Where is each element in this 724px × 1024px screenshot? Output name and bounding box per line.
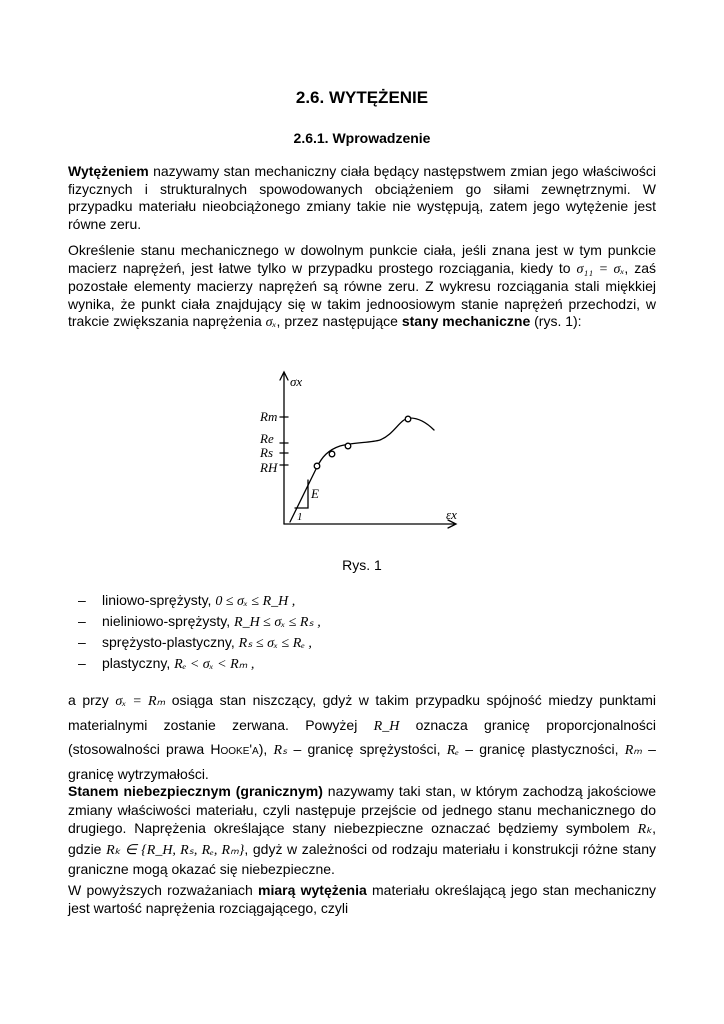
slope-triangle bbox=[295, 480, 308, 508]
paragraph-text: – granicę sprężystości, bbox=[287, 741, 447, 757]
list-dash: – bbox=[78, 655, 86, 671]
paragraph-text: , gdyż w zależności od rodzaju materiału i konstrukcji różne stany graniczne mogą okazać się niebezpieczne. bbox=[68, 840, 656, 877]
list-dash: – bbox=[78, 634, 86, 650]
list-dash: – bbox=[78, 613, 86, 629]
formula-sigma-x: σₓ bbox=[265, 315, 277, 330]
point-re bbox=[345, 443, 351, 449]
list-formula: Rₛ ≤ σₓ ≤ Rₑ , bbox=[238, 636, 312, 651]
subsection-heading: 2.6.1. Wprowadzenie bbox=[293, 130, 431, 146]
paragraph-text: – granicę plastyczności, bbox=[458, 741, 625, 757]
paragraph-text: a przy bbox=[68, 692, 116, 708]
point-rs bbox=[329, 451, 335, 457]
paragraph-text: Określenie stanu mechanicznego w dowolnym punkcie ciała, jeśli znana jest w tym punkcie macierz naprężeń, jest łatwe tylko w przypadku prostego rozciągania, kiedy to bbox=[68, 242, 656, 276]
list-label: plastyczny, bbox=[102, 655, 171, 671]
label-rh: RH bbox=[260, 460, 278, 475]
symbol-re: Rₑ bbox=[446, 743, 459, 758]
paragraph-definition bbox=[68, 163, 656, 233]
stress-strain-figure bbox=[250, 366, 470, 540]
paragraph-text: materiału określającą jego stan mechaniczny jest wartość naprężenia rozciągającego, czyli bbox=[68, 882, 657, 916]
list-item bbox=[78, 590, 321, 611]
list-item bbox=[78, 653, 321, 674]
unit-label: 1 bbox=[297, 511, 303, 523]
term-wytezenie: Wytężeniem bbox=[68, 163, 149, 179]
list-formula: Rₑ < σₓ < Rₘ , bbox=[174, 657, 255, 672]
label-rs: Rs bbox=[260, 445, 273, 460]
list-item bbox=[78, 632, 321, 653]
list-label: liniowo-sprężysty, bbox=[102, 592, 212, 608]
list-label: nieliniowo-sprężysty, bbox=[102, 613, 231, 629]
y-axis-label: σx bbox=[290, 374, 303, 389]
point-rm bbox=[405, 416, 411, 422]
term-stany-mechaniczne: stany mechaniczne bbox=[401, 313, 531, 329]
term-stan-niebezpieczny: Stanem niebezpiecznym (granicznym) bbox=[68, 783, 323, 799]
formula-sigma-rm: σₓ = Rₘ bbox=[115, 694, 166, 709]
symbol-rh: R_H bbox=[373, 718, 400, 734]
symbol-rk: Rₖ bbox=[637, 822, 653, 837]
slope-label: E bbox=[311, 486, 319, 501]
list-label: sprężysto-plastyczny, bbox=[102, 634, 235, 650]
paragraph-text: (rys. 1): bbox=[530, 313, 582, 329]
paragraph-dangerous-state bbox=[68, 782, 656, 879]
formula-sigma11: σ₁₁ = σₓ bbox=[576, 261, 625, 277]
mechanical-states-list bbox=[78, 590, 321, 674]
paragraph-text: , przez następujące bbox=[276, 313, 402, 329]
paragraph-measure bbox=[68, 882, 656, 917]
figure-caption: Rys. 1 bbox=[342, 557, 382, 573]
paragraph-text: – granicę wytrzymałości. bbox=[68, 741, 656, 782]
section-heading: 2.6. WYTĘŻENIE bbox=[295, 88, 429, 107]
list-dash: – bbox=[78, 592, 86, 608]
list-formula: R_H ≤ σₓ ≤ Rₛ , bbox=[234, 615, 321, 630]
paragraph-text: oznacza granicę proporcjonalności (stosowalności prawa bbox=[68, 716, 656, 757]
label-re: Re bbox=[260, 431, 274, 446]
paragraph-stress-state bbox=[68, 242, 656, 332]
paragraph-text: , zaś pozostałe elementy macierzy naprężeń są równe zeru. Z wykresu rozciągania stali miękkiej wynika, że punkt ciała znajdujący się w takim jednoosiowym stanie naprężeń przechodzi, w trakcie zwiększania naprężenia bbox=[68, 259, 656, 329]
paragraph-text: , gdzie bbox=[68, 820, 656, 857]
formula-rk-set: Rₖ ∈ {R_H, Rₛ, Rₑ, Rₘ} bbox=[106, 842, 245, 858]
label-rm: Rm bbox=[260, 409, 278, 424]
term-miara-wytezenia: miarą wytężenia bbox=[258, 882, 367, 898]
list-item bbox=[78, 611, 321, 632]
paragraph-text: W powyższych rozważaniach bbox=[68, 882, 259, 898]
list-formula: 0 ≤ σₓ ≤ R_H , bbox=[215, 594, 296, 609]
stress-strain-curve bbox=[290, 418, 434, 522]
paragraph-text: nazywamy taki stan, w którym zachodzą jakościowe zmiany właściwości materiału, czyli następuje przejście od jednego stanu mechanicznego do drugiego. Naprężenia określające stany niebezpieczne oznaczać będziemy symbolem bbox=[68, 783, 656, 836]
point-rh bbox=[314, 463, 320, 469]
paragraph-text: nazywamy stan mechaniczny ciała będący następstwem zmian jego właściwości fizycznych i strukturalnych spowodowanych obciążeniem go siłami zewnętrznymi. W przypadku materiału nieobciążonego zmiany takie nie występują, zatem jego wytężenie jest równe zeru. bbox=[68, 163, 656, 232]
paragraph-limits bbox=[68, 689, 656, 785]
name-hooke: Hooke'a bbox=[210, 741, 259, 757]
x-axis-label: εx bbox=[446, 507, 457, 522]
symbol-rm: Rₘ bbox=[624, 743, 642, 758]
symbol-rs: Rₛ bbox=[273, 743, 288, 758]
paragraph-text: ), bbox=[258, 741, 274, 757]
paragraph-text: osiąga stan niszczący, gdyż w takim przypadku spójność miedzy punktami materialnymi zostanie zerwana. Powyżej bbox=[68, 692, 657, 733]
